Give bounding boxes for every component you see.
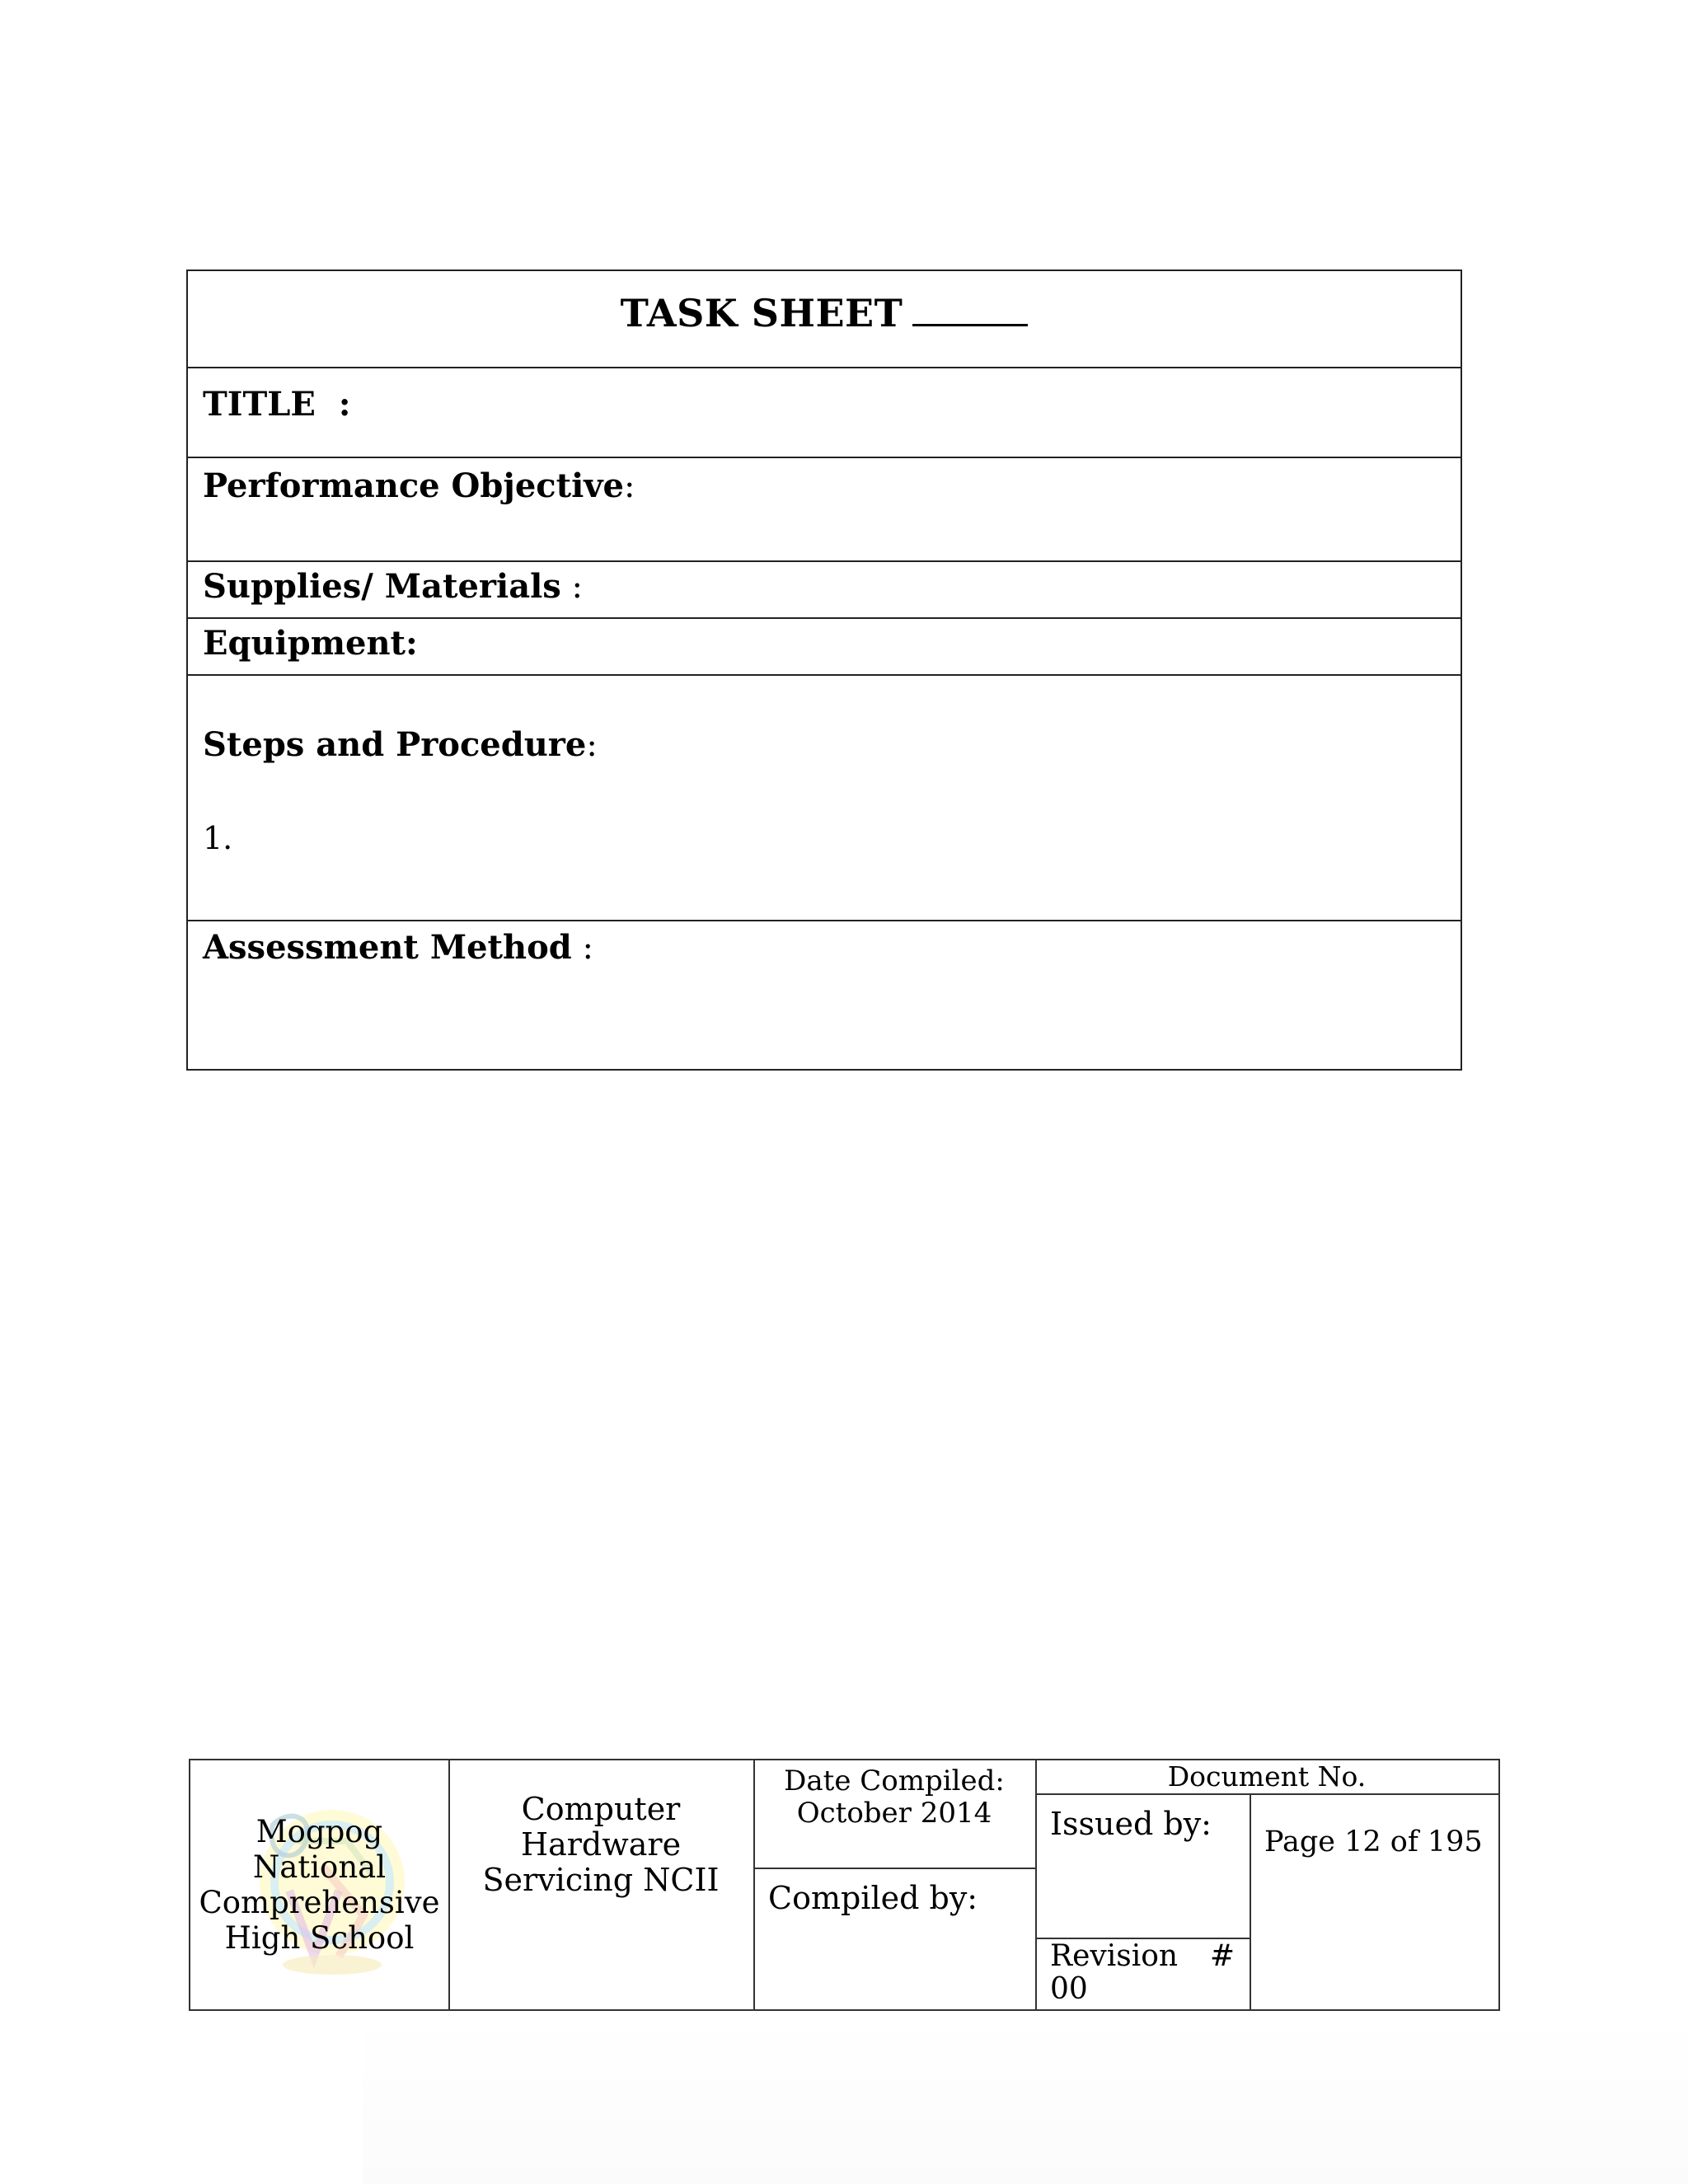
compiled-by-cell xyxy=(753,1868,1035,2009)
course-cell xyxy=(448,1760,753,2009)
issued-by-label: Issued by: xyxy=(1050,1806,1212,1842)
supplies-materials-colon: : xyxy=(560,568,584,606)
performance-objective-text: Performance Objective xyxy=(203,466,624,505)
steps-procedure-row xyxy=(188,676,1461,921)
assessment-method-label xyxy=(203,928,593,967)
steps-procedure-text: Steps and Procedure xyxy=(203,725,587,764)
equipment-text: Equipment: xyxy=(203,624,418,663)
title-label xyxy=(203,385,350,424)
performance-objective-colon: : xyxy=(624,467,635,505)
steps-procedure-label xyxy=(203,725,598,764)
assessment-method-text: Assessment Method xyxy=(203,928,572,967)
date-compiled-cell xyxy=(753,1760,1035,1868)
assessment-method-colon: : xyxy=(571,929,593,967)
school-name xyxy=(199,1814,439,1956)
school-name-line: High School xyxy=(224,1920,415,1956)
supplies-materials-text: Supplies/ Materials xyxy=(203,567,561,606)
page-number: Page 12 of 195 xyxy=(1264,1825,1483,1858)
course-name-line: Computer xyxy=(521,1791,681,1827)
revision-cell xyxy=(1035,1938,1250,2009)
revision-label-row xyxy=(1050,1940,1235,1973)
revision-hash: # xyxy=(1209,1939,1235,1973)
steps-procedure-colon: : xyxy=(586,726,598,764)
task-number-blank xyxy=(912,288,1028,326)
document-footer-table xyxy=(189,1759,1500,2011)
revision-label: Revision xyxy=(1050,1939,1179,1973)
title-row xyxy=(188,368,1461,458)
issued-by-cell xyxy=(1035,1793,1250,1938)
document-number-cell xyxy=(1035,1760,1498,1793)
equipment-row xyxy=(188,619,1461,676)
title-label-text: TITLE : xyxy=(203,385,351,424)
page-number-cell xyxy=(1250,1793,1498,2009)
course-name-line: Servicing NCII xyxy=(482,1862,720,1898)
task-sheet-table xyxy=(186,269,1462,1071)
step-item-1: 1. xyxy=(203,820,233,856)
task-sheet-heading xyxy=(188,288,1461,335)
performance-objective-label xyxy=(203,466,635,505)
school-cell xyxy=(190,1760,448,2009)
school-name-line: Comprehensive xyxy=(199,1885,440,1920)
equipment-label xyxy=(203,624,418,663)
performance-objective-row xyxy=(188,458,1461,562)
revision-value: 00 xyxy=(1050,1972,1088,2006)
date-compiled-label: Date Compiled: xyxy=(784,1765,1005,1797)
school-name-line: National xyxy=(252,1849,387,1885)
page-background-shade xyxy=(363,2011,1688,2184)
school-name-line: Mogpog xyxy=(256,1814,383,1849)
course-name-line: Hardware xyxy=(520,1826,682,1863)
document-number-label: Document No. xyxy=(1167,1760,1367,1793)
compiled-by-label: Compiled by: xyxy=(768,1880,978,1916)
supplies-materials-row xyxy=(188,562,1461,619)
assessment-method-row xyxy=(188,921,1461,1071)
supplies-materials-label xyxy=(203,567,583,606)
task-sheet-title: TASK SHEET xyxy=(620,291,903,335)
date-compiled-value: October 2014 xyxy=(796,1797,992,1830)
task-sheet-header-row xyxy=(188,271,1461,368)
